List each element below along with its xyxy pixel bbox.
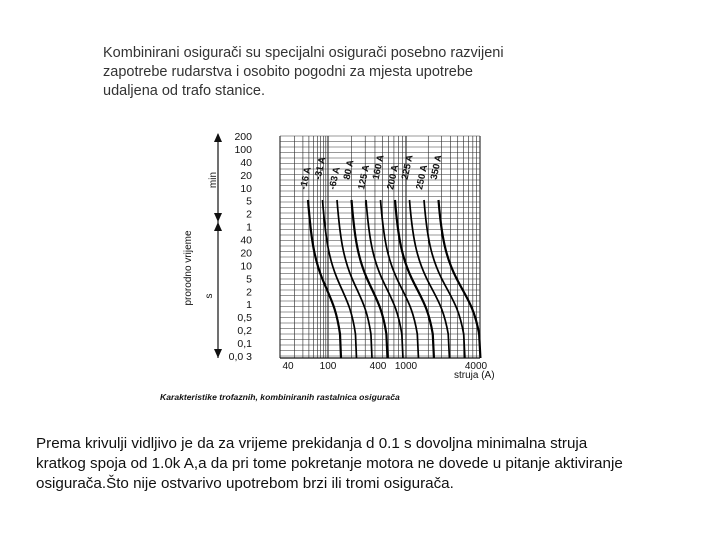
series-label: -31 A: [312, 155, 329, 181]
series-label: -63 A: [327, 165, 343, 191]
y-tick-label: 5: [246, 273, 252, 286]
x-tick-label: 100: [319, 361, 337, 372]
fuse-characteristic-figure: [160, 128, 500, 408]
y-tick-label: 0,5: [237, 312, 252, 325]
series-label: 225 A: [399, 153, 416, 181]
figure-caption: Karakteristike trofaznih, kombiniranih rastalnica osigurača: [160, 392, 400, 402]
y-tick-label: 0,2: [237, 325, 252, 338]
y-tick-label: 20: [240, 247, 252, 260]
body-paragraph: [36, 434, 712, 494]
body-line: osigurača.Što nije ostvarivo upotrebom brzi ili tromi osigurača.: [36, 475, 454, 492]
y-tick-label: 1: [246, 221, 252, 234]
y-axis-label: prorodno vrijeme: [183, 230, 194, 306]
intro-line: Kombinirani osigurači su specijalni osigurači posebno razvijeni: [103, 45, 504, 61]
y-tick-label: 5: [246, 195, 252, 208]
series-label: 125 A: [356, 163, 373, 191]
x-tick-label: 4000: [464, 361, 488, 372]
series-label: -16 A: [298, 165, 314, 191]
y-tick-label: 2: [246, 286, 252, 299]
x-tick-label: 1000: [394, 361, 418, 372]
y-tick-label: 2: [246, 208, 252, 221]
arrow-down-icon: [214, 213, 222, 222]
body-line: Prema krivulji vidljivo je da za vrijeme prekidanja d 0.1 s dovoljna minimalna struja: [36, 435, 588, 452]
arrow-up-icon: [214, 133, 222, 142]
y-tick-label: 40: [240, 234, 252, 247]
series-label: 350 A: [428, 153, 445, 181]
series-label: 80 A: [341, 159, 357, 181]
body-line: kratkog spoja od 1.0k A,a da pri tome pokretanje motora ne dovede u pitanje aktiviranje: [36, 455, 623, 472]
x-tick-label: 40: [282, 361, 294, 372]
x-axis-label: struja (A): [454, 370, 495, 381]
series-labels: [298, 154, 444, 191]
series-label: 200 A: [385, 163, 402, 191]
y-tick-label: 10: [240, 260, 252, 273]
y-tick-label: 100: [234, 143, 252, 156]
y-tick-label: 1: [246, 299, 252, 312]
y-tick-label: 200: [234, 131, 252, 143]
y-tick-label: 0,1: [237, 338, 252, 351]
y-tick-label: 40: [240, 156, 252, 169]
fuse-characteristic-chart: [160, 128, 500, 408]
series-label: 160 A: [370, 153, 387, 181]
intro-line: zapotrebe rudarstva i osobito pogodni za mjesta upotrebe: [103, 64, 473, 80]
series-label: 250 A: [414, 163, 431, 191]
y-unit-s: s: [204, 293, 215, 299]
y-ticks: [229, 131, 253, 363]
y-tick-label: 20: [240, 169, 252, 182]
arrow-up-icon: [214, 222, 222, 231]
y-unit-min: min: [208, 171, 219, 189]
y-tick-label: 10: [240, 182, 252, 195]
intro-line: udaljena od trafo stanice.: [103, 83, 266, 99]
y-tick-label: 0,0 3: [228, 351, 252, 363]
intro-paragraph: [103, 44, 623, 101]
x-tick-label: 400: [369, 361, 387, 372]
arrow-down-icon: [214, 349, 222, 358]
